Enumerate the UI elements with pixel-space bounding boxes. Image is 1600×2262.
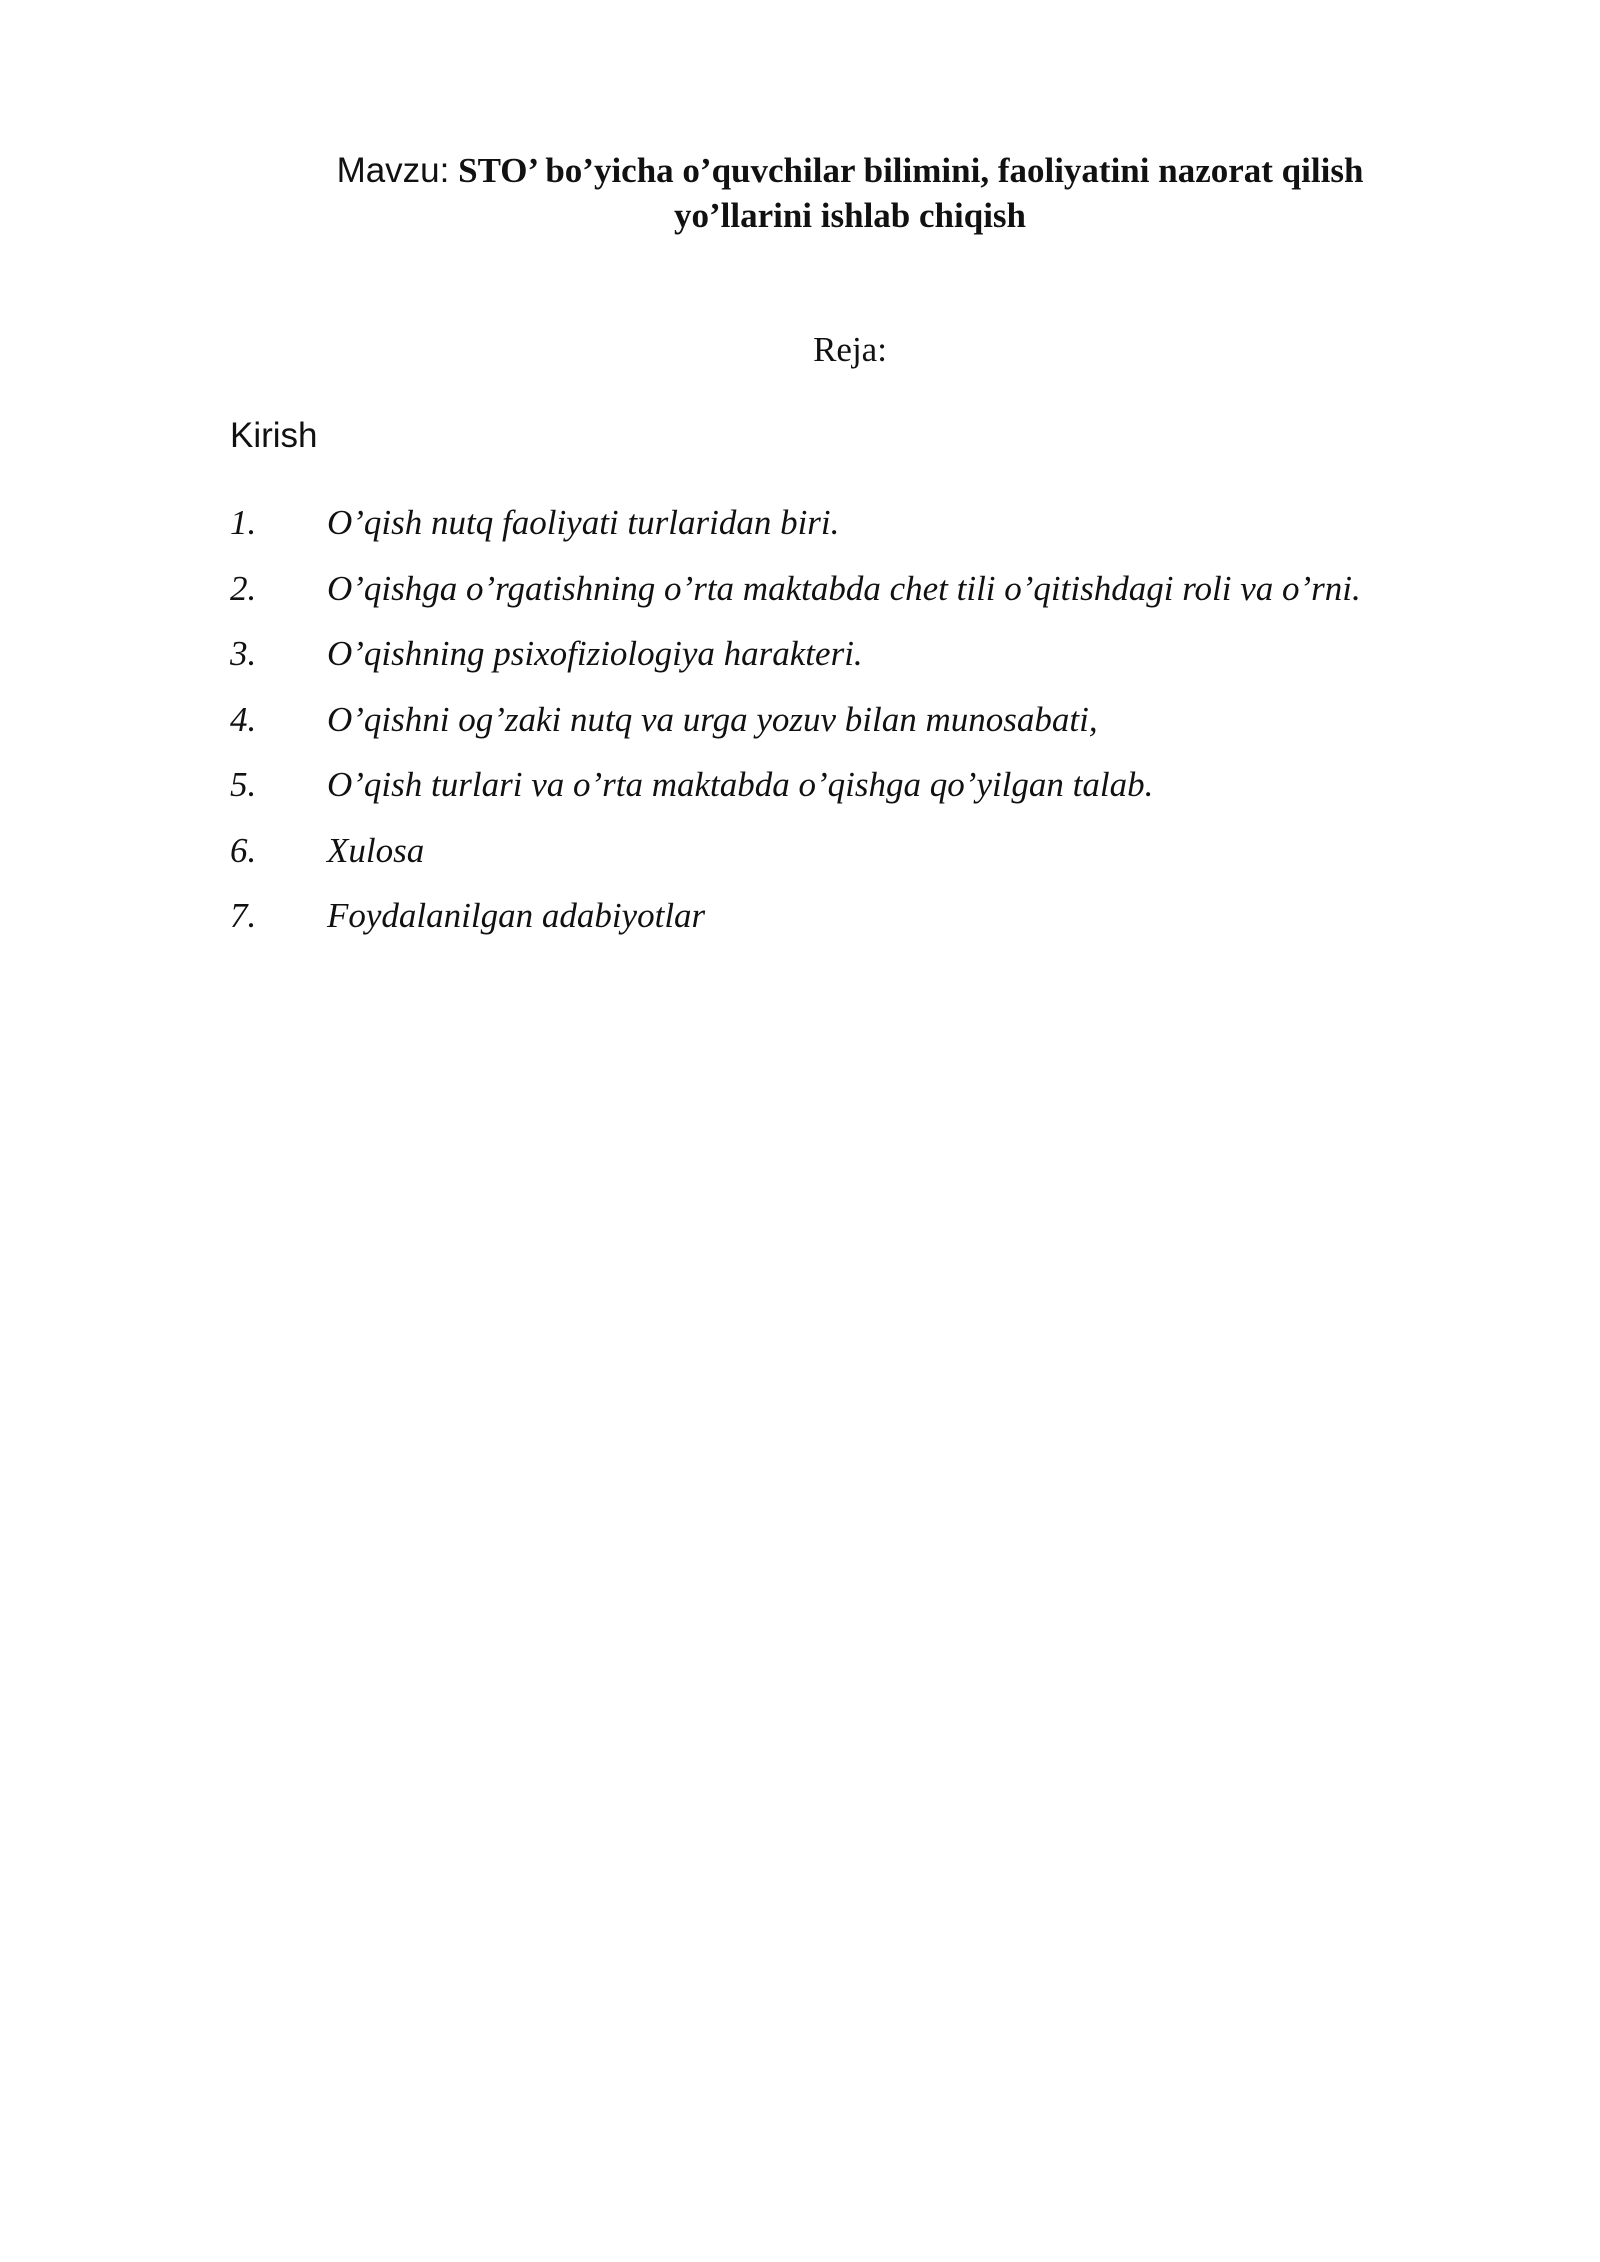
list-item-text: O’qish nutq faoliyati turlaridan biri. <box>327 503 840 542</box>
list-item-text: O’qishga o’rgatishning o’rta maktabda chet tili o’qitishdagi roli va o’rni. <box>327 568 1361 608</box>
list-item-number: 2. <box>230 568 257 608</box>
list-item-number: 6. <box>230 830 257 870</box>
list-item-text: O’qish turlari va o’rta maktabda o’qishga qo’yilgan talab. <box>327 765 1154 804</box>
list-item-text: Foydalanilgan adabiyotlar <box>327 896 706 935</box>
list-item-number: 7. <box>230 896 257 935</box>
list-item <box>230 762 1361 828</box>
title-lead: Mavzu: <box>336 151 450 190</box>
list-item <box>230 697 1361 763</box>
list-item <box>230 893 1361 959</box>
list-item <box>230 828 1361 894</box>
intro-item: Kirish <box>230 416 318 455</box>
list-item-text: O’qishning psixofiziologiya harakteri. <box>327 634 863 673</box>
plan-heading: Reja: <box>813 330 887 369</box>
list-item-text: Xulosa <box>327 830 425 870</box>
list-item <box>230 631 1361 697</box>
list-item <box>230 566 1361 632</box>
list-item-number: 3. <box>230 634 257 673</box>
list-item-text: O’qishni og’zaki nutq va urga yozuv bilan munosabati, <box>327 699 1098 739</box>
list-item-number: 5. <box>230 765 257 804</box>
plan-list <box>230 500 1361 959</box>
document-title <box>230 148 1470 238</box>
list-item <box>230 500 1361 566</box>
list-item-number: 1. <box>230 503 257 542</box>
title-line-1: STO’ bo’yicha o’quvchilar bilimini, faoliyatini nazorat qilish <box>458 151 1364 190</box>
title-line-2: yo’llarini ishlab chiqish <box>673 196 1027 235</box>
list-item-number: 4. <box>230 699 257 739</box>
